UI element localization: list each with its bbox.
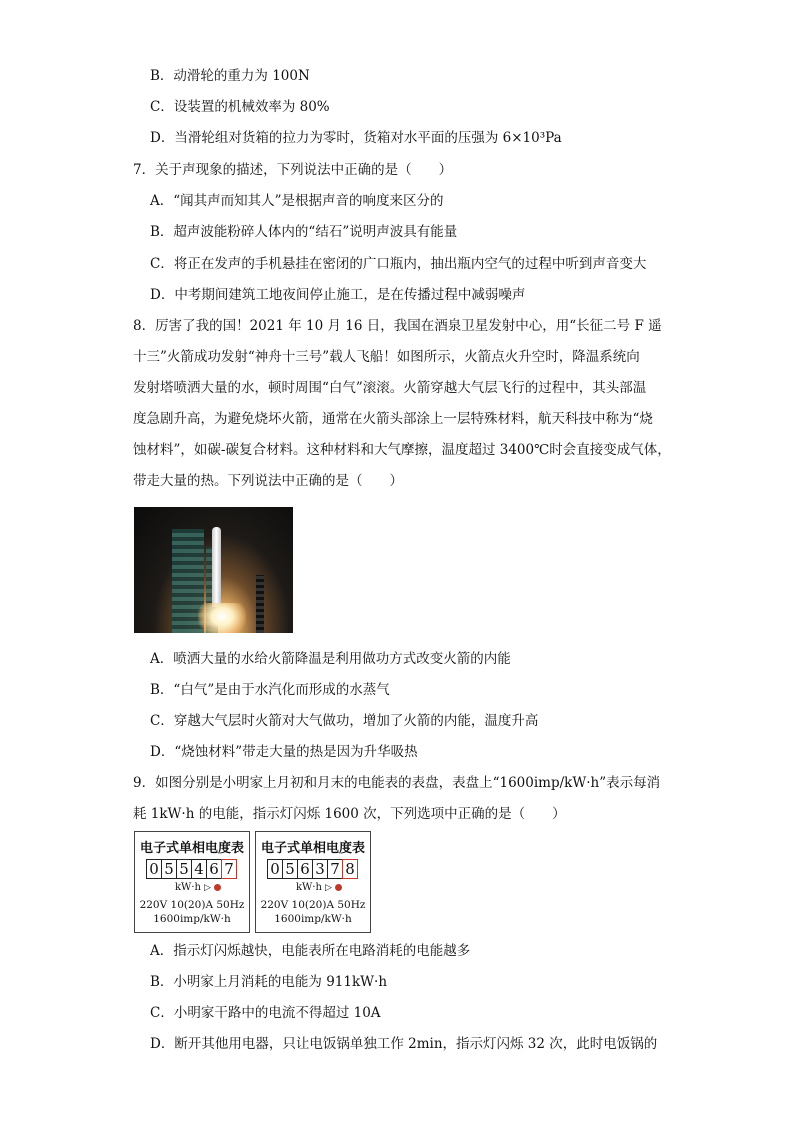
meter-start-of-month [134,831,250,933]
q9-stem-line-2: 耗 1kW·h 的电能，指示灯闪烁 1600 次，下列选项中正确的是（ ） [133,806,566,822]
q8-stem-line-2: 十三”火箭成功发射“神舟十三号”载人飞船！如图所示，火箭点火升空时，降温系统向 [133,349,640,365]
meter-spec-rating: 220V 10(20)A 50Hz [139,899,245,911]
q9-option-c: C．小明家干路中的电流不得超过 10A [150,1005,381,1021]
lightning-tower [256,575,264,633]
meter-digit: 0 [267,859,283,879]
q7-option-b: B．超声波能粉碎人体内的“结石”说明声波具有能量 [150,224,458,240]
q6-option-b: B．动滑轮的重力为 100N [150,68,310,84]
q8-option-b: B．“白气”是由于水汽化而形成的水蒸气 [150,682,390,698]
q9-option-a: A．指示灯闪烁越快，电能表所在电路消耗的电能越多 [150,943,471,959]
meter-unit-row [175,882,221,893]
indicator-light-icon [214,884,221,891]
q8-option-d: D．“烧蚀材料”带走大量的热是因为升华吸热 [150,744,418,760]
meter-spec-rating: 220V 10(20)A 50Hz [260,899,366,911]
arrow-icon: ▷ [324,882,332,893]
q6-option-c: C．设装置的机械效率为 80% [150,99,330,115]
q9-option-b: B．小明家上月消耗的电能为 911kW·h [150,974,388,990]
q8-stem-line-6: 带走大量的热。下列说法中正确的是（ ） [133,473,403,489]
meter-unit: kW·h [296,882,322,893]
meter-digit: 0 [146,859,162,879]
rocket-launch-photo [134,507,293,633]
q8-option-c: C．穿越大气层时火箭对大气做功，增加了火箭的内能，温度升高 [150,713,539,729]
q8-option-a: A．喷洒大量的水给火箭降温是利用做功方式改变火箭的内能 [150,651,511,667]
meter-digit: 6 [206,859,222,879]
meter-unit: kW·h [175,882,201,893]
meter-digit-decimal: 7 [221,859,237,879]
q8-stem-line-1: 8．厉害了我的国！2021 年 10 月 16 日，我国在酒泉卫星发射中心，用“长征二号 F 遥 [133,318,662,334]
meter-unit-row [296,882,342,893]
meter-end-of-month [255,831,371,933]
q8-stem-line-5: 蚀材料”，如碳-碳复合材料。这种材料和大气摩擦，温度超过 3400℃时会直接变成气体， [133,442,671,458]
meter-digit-decimal: 8 [342,859,358,879]
meter-digit: 7 [327,859,343,879]
meter-digit: 5 [161,859,177,879]
meter-spec-imp: 1600imp/kW·h [274,913,352,925]
rocket [212,527,221,607]
q9-stem-line-1: 9．如图分别是小明家上月初和月末的电能表的表盘，表盘上“1600imp/kW·h”表示每消 [133,775,661,791]
q6-option-d: D．当滑轮组对货箱的拉力为零时，货箱对水平面的压强为 6×10³Pa [150,130,562,146]
q7-option-c: C．将正在发声的手机悬挂在密闭的广口瓶内，抽出瓶内空气的过程中听到声音变大 [150,256,647,272]
q7-option-d: D．中考期间建筑工地夜间停止施工，是在传播过程中减弱噪声 [150,287,526,303]
exhaust-plume [198,603,246,633]
q7-option-a: A．“闻其声而知其人”是根据声音的响度来区分的 [150,193,444,209]
meter-digit: 3 [312,859,328,879]
q8-stem-line-4: 度急剧升高，为避免烧坏火箭，通常在火箭头部涂上一层特殊材料，航天科技中称为“烧 [133,411,653,427]
q7-stem: 7．关于声现象的描述，下列说法中正确的是（ ） [133,162,453,178]
meter-digits [267,859,357,879]
meter-digit: 6 [297,859,313,879]
meter-title: 电子式单相电度表 [260,841,365,856]
meter-title: 电子式单相电度表 [139,841,244,856]
indicator-light-icon [335,884,342,891]
meter-digits [146,859,236,879]
meter-digit: 5 [176,859,192,879]
q9-option-d: D．断开其他用电器，只让电饭锅单独工作 2min，指示灯闪烁 32 次，此时电饭锅的 [150,1036,658,1052]
arrow-icon: ▷ [203,882,211,893]
meter-digit: 5 [282,859,298,879]
meter-spec-imp: 1600imp/kW·h [153,913,231,925]
meter-digit: 4 [191,859,207,879]
q8-stem-line-3: 发射塔喷洒大量的水，顿时周围“白气”滚滚。火箭穿越大气层飞行的过程中，其头部温 [133,380,647,396]
